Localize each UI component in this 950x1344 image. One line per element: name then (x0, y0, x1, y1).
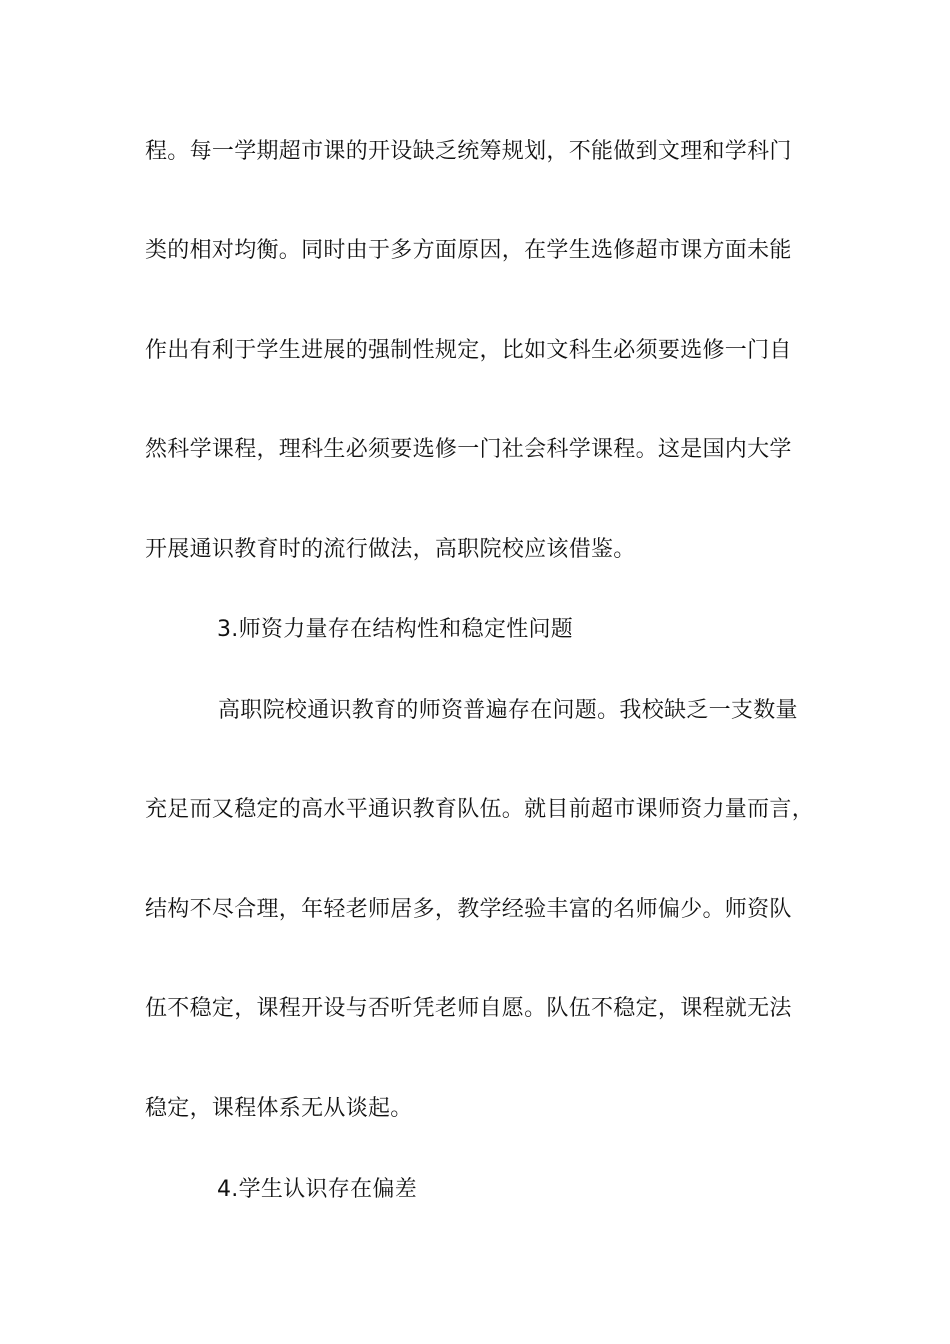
paragraph2-line-4: 伍不稳定，课程开设与否听凭老师自愿。队伍不稳定，课程就无法 (145, 996, 792, 1021)
paragraph2-line-1: 高职院校通识教育的师资普遍存在问题。我校缺乏一支数量 (218, 698, 798, 723)
paragraph1-line-5: 开展通识教育时的流行做法，高职院校应该借鉴。 (145, 537, 636, 562)
paragraph1-line-2: 类的相对均衡。同时由于多方面原因，在学生选修超市课方面未能 (145, 238, 792, 263)
section-heading-3: 3.师资力量存在结构性和稳定性问题 (217, 617, 574, 642)
paragraph1-line-4: 然科学课程，理科生必须要选修一门社会科学课程。这是国内大学 (145, 437, 792, 462)
paragraph2-line-2: 充足而又稳定的高水平通识教育队伍。就目前超市课师资力量而言， (145, 797, 815, 822)
paragraph1-line-1: 程。每一学期超市课的开设缺乏统筹规划，不能做到文理和学科门 (145, 139, 792, 164)
paragraph1-line-3: 作出有利于学生进展的强制性规定，比如文科生必须要选修一门自 (145, 338, 792, 363)
paragraph2-line-5: 稳定，课程体系无从谈起。 (145, 1096, 413, 1121)
paragraph2-line-3: 结构不尽合理，年轻老师居多，教学经验丰富的名师偏少。师资队 (145, 897, 792, 922)
section-heading-4: 4.学生认识存在偏差 (217, 1177, 417, 1202)
